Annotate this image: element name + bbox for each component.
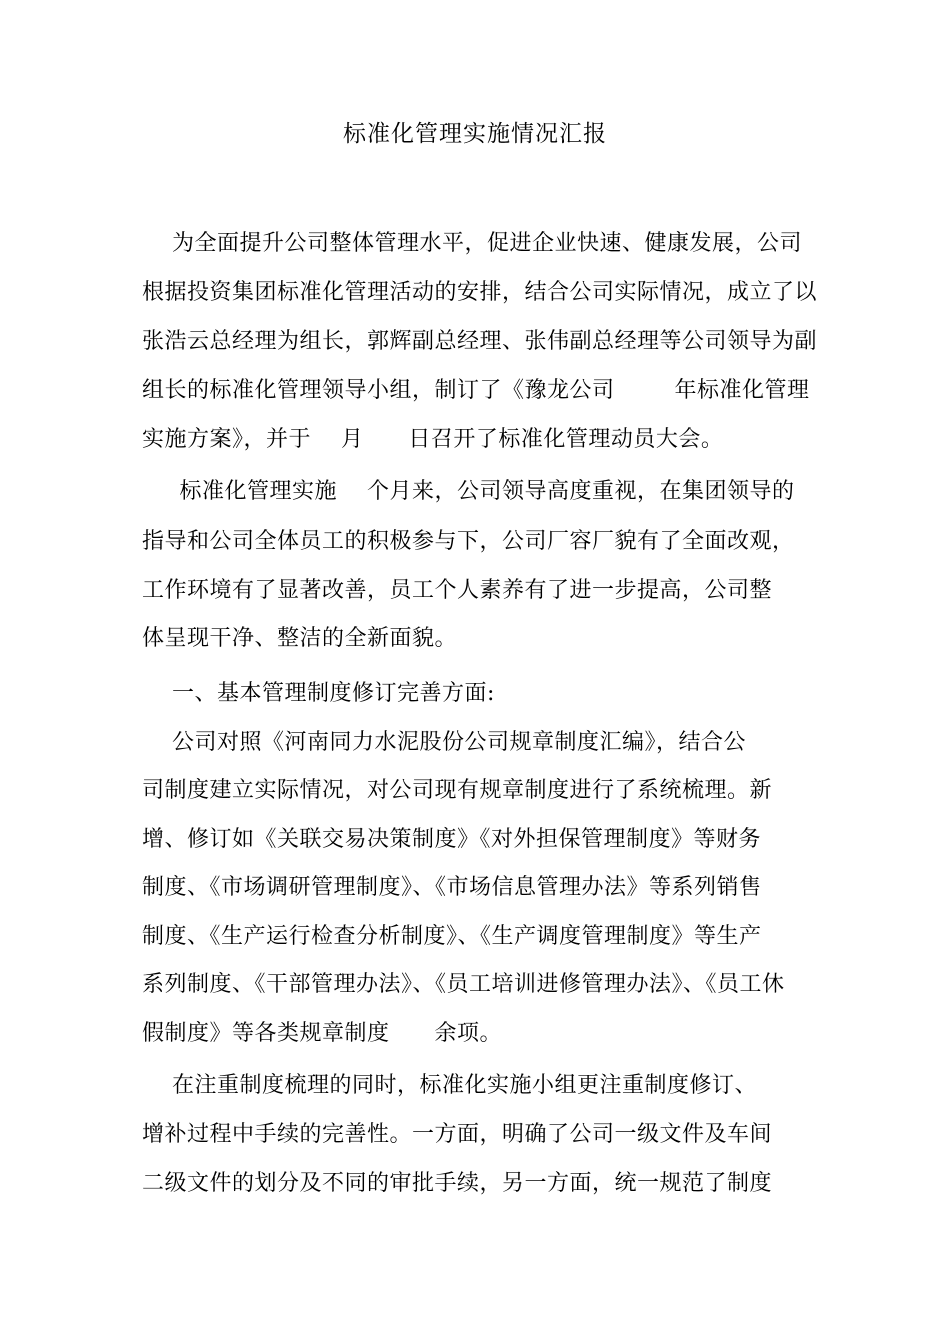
text-line-9: 体呈现干净、整洁的全新面貌。 xyxy=(142,626,458,651)
text-line-17: 假制度》等各类规章制度 余项。 xyxy=(142,1021,502,1046)
text-line-11: 公司对照《河南同力水泥股份公司规章制度汇编》，结合公 xyxy=(142,730,746,755)
text-line-4: 组长的标准化管理领导小组，制订了《豫龙公司 年标准化管理 xyxy=(142,378,810,403)
text-line-14: 制度、《市场调研管理制度》、《市场信息管理办法》等系列销售 xyxy=(142,875,762,900)
text-line-16: 系列制度、《干部管理办法》、《员工培训进修管理办法》、《员工休 xyxy=(142,972,785,997)
text-line-18: 在注重制度梳理的同时，标准化实施小组更注重制度修订、 xyxy=(142,1073,757,1098)
text-line-2: 根据投资集团标准化管理活动的安排，结合公司实际情况，成立了以 xyxy=(142,280,818,305)
text-line-6: 标准化管理实施 个月来，公司领导高度重视，在集团领导的 xyxy=(142,479,795,504)
text-line-19: 增补过程中手续的完善性。一方面，明确了公司一级文件及车间 xyxy=(142,1122,773,1147)
text-line-1: 为全面提升公司整体管理水平，促进企业快速、健康发展，公司 xyxy=(142,231,802,256)
text-line-13: 增、修订如《关联交易决策制度》《对外担保管理制度》等财务 xyxy=(142,827,762,852)
text-line-8: 工作环境有了显著改善，员工个人素养有了进一步提高，公司整 xyxy=(142,578,773,603)
text-line-12: 司制度建立实际情况，对公司现有规章制度进行了系统梳理。新 xyxy=(142,778,773,803)
text-line-7: 指导和公司全体员工的积极参与下，公司厂容厂貌有了全面改观， xyxy=(142,529,795,554)
text-line-5: 实施方案》，并于 月 日召开了标准化管理动员大会。 xyxy=(142,427,724,452)
section-heading-1: 一、基本管理制度修订完善方面: xyxy=(142,681,495,706)
document-title: 标准化管理实施情况汇报 xyxy=(343,121,607,147)
text-line-20: 二级文件的划分及不同的审批手续，另一方面，统一规范了制度 xyxy=(142,1171,773,1196)
text-line-3: 张浩云总经理为组长，郭辉副总经理、张伟副总经理等公司领导为副 xyxy=(142,329,818,354)
text-line-15: 制度、《生产运行检查分析制度》、《生产调度管理制度》等生产 xyxy=(142,924,762,949)
